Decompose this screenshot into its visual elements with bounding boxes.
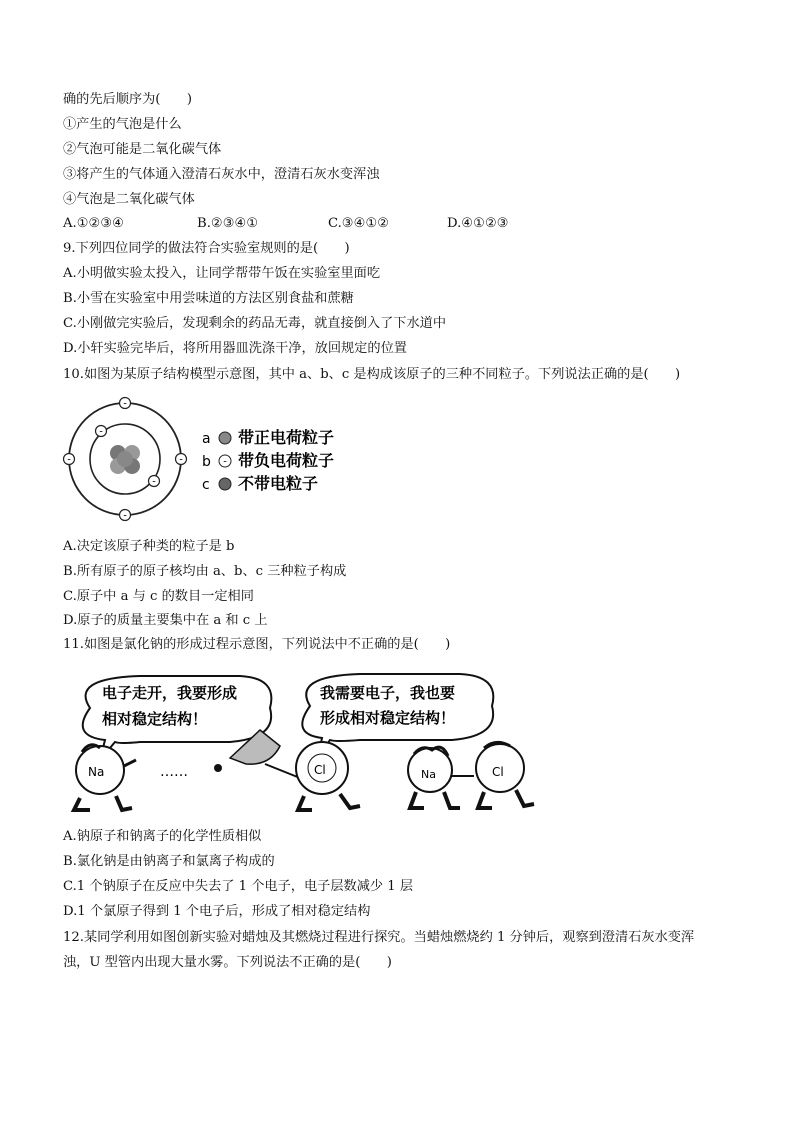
q8-item-4: ④气泡是二氧化碳气体 — [63, 192, 195, 207]
legend-a — [202, 428, 334, 447]
q11-option-c[interactable]: C.1 个钠原子在反应中失去了 1 个电子，电子层数减少 1 层 — [63, 879, 414, 894]
atom-model-figure — [60, 393, 360, 525]
chloride-ion-character — [476, 742, 534, 808]
svg-text:相对稳定结构！: 相对稳定结构！ — [102, 710, 208, 728]
q11-option-d[interactable]: D.1 个氯原子得到 1 个电子后，形成了相对稳定结构 — [63, 904, 371, 919]
svg-text:a: a — [202, 431, 211, 447]
svg-text:-: - — [223, 456, 227, 468]
sodium-atom-character — [74, 745, 136, 810]
svg-text:c: c — [202, 477, 210, 493]
q9-option-d[interactable]: D.小轩实验完毕后，将所用器皿洗涤干净，放回规定的位置 — [63, 341, 407, 356]
q8-item-3: ③将产生的气体通入澄清石灰水中，澄清石灰水变浑浊 — [63, 167, 380, 182]
q9-option-b[interactable]: B.小雪在实验室中用尝味道的方法区别食盐和蔗糖 — [63, 291, 354, 306]
electron-inner-upper — [96, 426, 107, 438]
q12-stem-line-1: 12.某同学利用如图创新实验对蜡烛及其燃烧过程进行探究。当蜡烛燃烧约 1 分钟后，观察到澄清石灰水变浑 — [63, 930, 695, 945]
electron-top — [120, 398, 131, 410]
atom-nucleus — [110, 445, 140, 474]
svg-text:-: - — [123, 510, 127, 522]
svg-text:形成相对稳定结构！: 形成相对稳定结构！ — [320, 709, 456, 727]
q8-stem-continuation: 确的先后顺序为( ) — [63, 92, 192, 107]
svg-text:Na: Na — [421, 768, 436, 781]
svg-text:b: b — [202, 454, 211, 470]
q12-stem-line-2: 浊，U 型管内出现大量水雾。下列说法不正确的是( ) — [63, 955, 392, 970]
svg-text:Cl: Cl — [492, 765, 504, 779]
q8-option-a[interactable]: A.①②③④ — [63, 216, 125, 231]
q9-option-c[interactable]: C.小刚做完实验后，发现剩余的药品无毒，就直接倒入了下水道中 — [63, 316, 447, 331]
q8-option-b[interactable]: B.②③④① — [197, 216, 259, 231]
q8-item-1: ①产生的气泡是什么 — [63, 117, 182, 132]
q8-option-c[interactable]: C.③④①② — [328, 216, 390, 231]
svg-text:电子走开，我要形成: 电子走开，我要形成 — [102, 684, 238, 702]
legend-b — [202, 451, 334, 470]
q9-stem: 9.下列四位同学的做法符合实验室规则的是( ) — [63, 241, 350, 256]
svg-text:带正电荷粒子: 带正电荷粒子 — [238, 428, 335, 447]
chlorine-atom-character — [296, 742, 360, 810]
electron-inner-lower — [149, 476, 160, 488]
svg-text:Na: Na — [88, 765, 105, 779]
q11-option-b[interactable]: B.氯化钠是由钠离子和氯离子构成的 — [63, 854, 275, 869]
svg-text:Cl: Cl — [314, 763, 326, 777]
svg-text:我需要电子，我也要: 我需要电子，我也要 — [320, 684, 456, 702]
electron-left — [64, 454, 75, 466]
q9-option-a[interactable]: A.小明做实验太投入，让同学帮带午饭在实验室里面吃 — [63, 266, 381, 281]
q8-item-2: ②气泡可能是二氧化碳气体 — [63, 142, 222, 157]
q10-option-d[interactable]: D.原子的质量主要集中在 a 和 c 上 — [63, 613, 268, 628]
svg-text:带负电荷粒子: 带负电荷粒子 — [238, 451, 335, 470]
sodium-ion-character — [408, 747, 460, 808]
atom-legend — [202, 428, 334, 493]
svg-text:-: - — [99, 426, 103, 438]
q10-option-a[interactable]: A.决定该原子种类的粒子是 b — [63, 539, 235, 554]
q11-stem: 11.如图是氯化钠的形成过程示意图，下列说法中不正确的是( ) — [63, 637, 451, 652]
svg-text:不带电粒子: 不带电粒子 — [238, 474, 319, 493]
q10-stem: 10.如图为某原子结构模型示意图，其中 a、b、c 是构成该原子的三种不同粒子。下列说法正确的是( ) — [63, 367, 681, 382]
svg-text:-: - — [67, 454, 71, 466]
electron-transfer-dots: …… — [160, 764, 188, 780]
electron-dot — [214, 764, 222, 772]
electron-bottom — [120, 510, 131, 522]
svg-text:-: - — [123, 398, 127, 410]
q10-option-b[interactable]: B.所有原子的原子核均由 a、b、c 三种粒子构成 — [63, 564, 347, 579]
legend-c — [202, 474, 318, 493]
svg-text:-: - — [179, 454, 183, 466]
svg-text:-: - — [152, 476, 156, 488]
electron-right — [176, 454, 187, 466]
q11-option-a[interactable]: A.钠原子和钠离子的化学性质相似 — [63, 829, 262, 844]
sodium-chloride-cartoon — [60, 668, 550, 818]
q8-option-d[interactable]: D.④①②③ — [447, 216, 509, 231]
q10-option-c[interactable]: C.原子中 a 与 c 的数目一定相同 — [63, 589, 254, 604]
